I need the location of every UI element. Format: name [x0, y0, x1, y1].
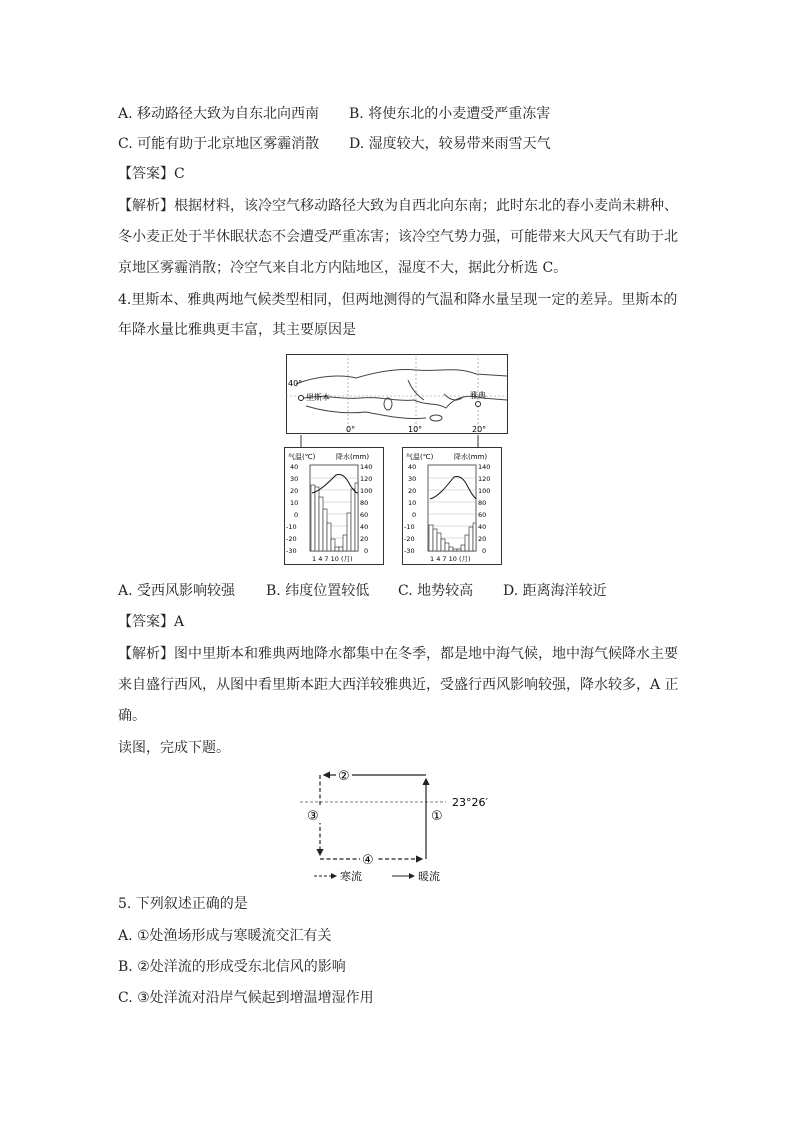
svg-text:140: 140 [478, 463, 491, 471]
latitude-label: 40° [288, 379, 303, 388]
svg-text:0: 0 [412, 511, 417, 519]
precip-axis-title: 降水(mm) [336, 453, 370, 461]
athens-marker [476, 402, 481, 407]
q3-answer: 【答案】C [118, 166, 185, 182]
latitude-23-26: 23°26′ [452, 796, 488, 809]
q3-option-d: D. 湿度较大，较易带来雨雪天气 [349, 136, 551, 152]
q4-option-c: C. 地势较高 [398, 583, 474, 599]
q5-stem: 5. 下列叙述正确的是 [118, 896, 248, 912]
q3-option-c: C. 可能有助于北京地区雾霾消散 [118, 136, 320, 152]
svg-text:-10: -10 [404, 523, 415, 531]
svg-text:20: 20 [290, 487, 299, 495]
q3-explanation-line2: 冬小麦正处于半休眠状态不会遭受严重冻害；该冷空气势力强，可能带来大风天气有助于北 [118, 229, 678, 245]
svg-text:20: 20 [408, 487, 417, 495]
svg-text:10: 10 [290, 499, 299, 507]
svg-text:-30: -30 [286, 547, 297, 555]
q4-explanation-line2: 来自盛行西风，从图中看里斯本距大西洋较雅典近，受盛行西风影响较强，降水较多，A 正 [118, 677, 679, 693]
svg-text:40: 40 [478, 523, 487, 531]
svg-text:100: 100 [478, 487, 491, 495]
q4-option-d: D. 距离海洋较近 [503, 583, 607, 599]
svg-text:40: 40 [408, 463, 417, 471]
warm-current-legend: 暖流 [418, 870, 440, 883]
month-axis: 1 4 7 10 (月) [312, 555, 353, 563]
label-1: ① [431, 809, 443, 824]
month-axis: 1 4 7 10 (月) [430, 555, 471, 563]
q4-explanation-line1: 【解析】图中里斯本和雅典两地降水都集中在冬季，都是地中海气候，地中海气候降水主要 [118, 646, 678, 662]
athens-label: 雅典 [470, 391, 486, 400]
q4-explanation-line3: 确。 [118, 708, 146, 724]
q3-option-b: B. 将使东北的小麦遭受严重冻害 [349, 106, 551, 122]
lisbon-marker [299, 396, 304, 401]
lisbon-climate-chart [284, 447, 384, 565]
lisbon-label: 里斯本 [306, 393, 330, 402]
q5-option-c: C. ③处洋流对沿岸气候起到增温增湿作用 [118, 990, 374, 1006]
svg-text:30: 30 [290, 475, 299, 483]
label-2: ② [338, 769, 350, 784]
temp-axis-title: 气温(℃) [288, 453, 316, 461]
svg-text:80: 80 [478, 499, 487, 507]
svg-text:0: 0 [482, 547, 487, 555]
read-instruction: 读图，完成下题。 [118, 740, 230, 756]
q5-option-b: B. ②处洋流的形成受东北信风的影响 [118, 959, 346, 975]
svg-text:30: 30 [408, 475, 417, 483]
q4-option-b: B. 纬度位置较低 [266, 583, 370, 599]
q3-option-a: A. 移动路径大致为自东北向西南 [118, 106, 320, 122]
athens-climate-chart [402, 447, 502, 565]
svg-text:-10: -10 [286, 523, 297, 531]
label-3: ③ [307, 809, 319, 824]
q4-stem-line2: 年降水量比雅典更丰富，其主要原因是 [118, 322, 356, 338]
svg-text:120: 120 [360, 475, 373, 483]
svg-text:20: 20 [478, 535, 487, 543]
q4-answer: 【答案】A [118, 614, 185, 630]
precip-axis-title: 降水(mm) [454, 453, 488, 461]
q3-explanation-line3: 京地区雾霾消散；冷空气来自北方内陆地区，湿度不大，据此分析选 C。 [118, 260, 568, 276]
svg-text:10: 10 [408, 499, 417, 507]
q4-option-a: A. 受西风影响较强 [118, 583, 236, 599]
svg-text:100: 100 [360, 487, 373, 495]
longitude-label-0: 0° [346, 425, 356, 434]
map-to-chart-connectors [286, 434, 508, 448]
svg-text:40: 40 [360, 523, 369, 531]
svg-text:60: 60 [478, 511, 487, 519]
svg-text:60: 60 [360, 511, 369, 519]
mediterranean-map [286, 354, 508, 434]
q4-stem-line1: 4.里斯本、雅典两地气候类型相同，但两地测得的气温和降水量呈现一定的差异。里斯本的 [118, 292, 678, 308]
temp-axis-title: 气温(℃) [406, 453, 434, 461]
cold-current-legend: 寒流 [340, 870, 362, 883]
ocean-current-diagram [296, 765, 506, 883]
svg-text:80: 80 [360, 499, 369, 507]
label-4: ④ [362, 853, 374, 868]
svg-text:40: 40 [290, 463, 299, 471]
q3-explanation-line1: 【解析】根据材料，该冷空气移动路径大致为自西北向东南；此时东北的春小麦尚未耕种、 [118, 198, 678, 214]
svg-text:0: 0 [364, 547, 369, 555]
svg-text:-30: -30 [404, 547, 415, 555]
svg-text:0: 0 [294, 511, 299, 519]
q5-option-a: A. ①处渔场形成与寒暖流交汇有关 [118, 928, 332, 944]
svg-text:-20: -20 [286, 535, 297, 543]
svg-text:140: 140 [360, 463, 373, 471]
longitude-label-10: 10° [408, 425, 423, 434]
svg-text:120: 120 [478, 475, 491, 483]
svg-text:20: 20 [360, 535, 369, 543]
longitude-label-20: 20° [472, 425, 487, 434]
svg-text:-20: -20 [404, 535, 415, 543]
